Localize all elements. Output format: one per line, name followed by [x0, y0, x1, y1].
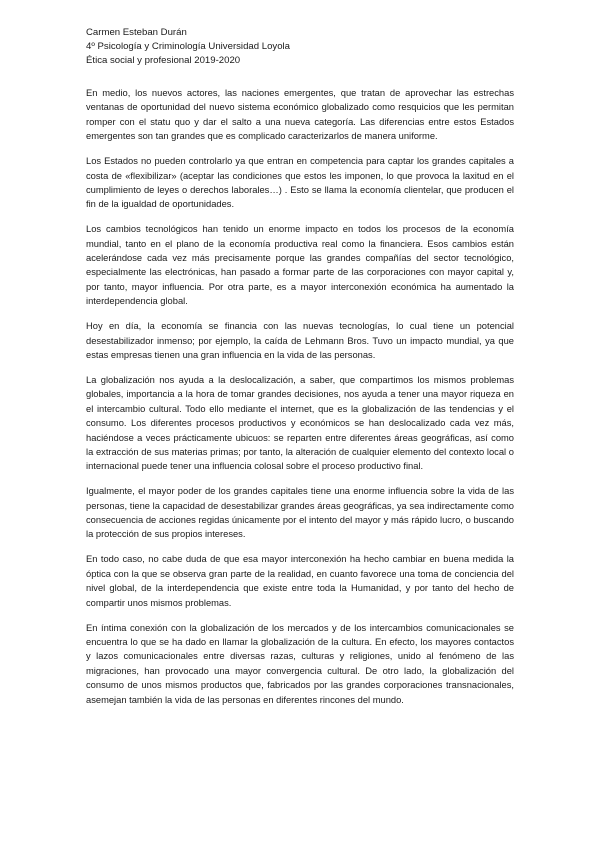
paragraph: Hoy en día, la economía se financia con las nuevas tecnologías, lo cual tiene un potencial desestabilizador inmenso; por ejemplo, la caída de Lehmann Bros. Tuvo un impacto mundial, ya que estas empresas tienen una gran influencia en la vida de las personas.: [86, 321, 514, 360]
paragraph: Igualmente, el mayor poder de los grandes capitales tiene una enorme influencia sobre la vida de las personas, tiene la capacidad de desestabilizar grandes áreas geográficas, ya sea indirectamente como consecuencia de acciones regidas únicamente por el intento del mayor y más rápido lucro, o buscando la protección de sus propios intereses.: [86, 486, 514, 540]
paragraph: En íntima conexión con la globalización de los mercados y de los intercambios comunicacionales se encuentra lo que se ha dado en llamar la globalización de la cultura. En efecto, los mayores contactos y lazos comunicacionales entre diversas razas, culturas y religiones, unido al fenómeno de las migraciones, han provocado una mayor convergencia cultural. De otro lado, la globalización del consumo de unos mismos productos que, fabricados por las grandes corporaciones transnacionales, asemejan también la vida de las personas en diferentes rincones del mundo.: [86, 622, 514, 705]
author-name: Carmen Esteban Durán: [86, 27, 187, 38]
paragraph: La globalización nos ayuda a la deslocalización, a saber, que compartimos los mismos problemas globales, importancia a la hora de tomar grandes decisiones, nos ayuda a tener una mayor riqueza en el intercambio cultural. Todo ello mediante el internet, que es la globalización de las tendencias y el consumo. Los diferentes procesos productivos y económicos se han deslocalizado cada vez más, haciéndose a veces prácticamente ubicuos: se reparten entre diferentes áreas geográficas, así como la extracción de sus materias primas; por tanto, la alteración de cualquier elemento del contexto local o internacional puede tener una influencia colosal sobre el proceso productivo final.: [86, 374, 514, 472]
course-line: Ética social y profesional 2019-2020: [86, 55, 241, 66]
document-header: [86, 26, 526, 68]
program-line: 4º Psicología y Criminología Universidad Loyola: [86, 41, 291, 52]
paragraph: Los Estados no pueden controlarlo ya que entran en competencia para captar los grandes capitales a costa de «flexibilizar» (aceptar las condiciones que estos les imponen, lo que provoca la laxitud en el cumplimiento de leyes o derechos laborales…) . Esto se llama la economía clientelar, que producen el fin de la igualdad de oportunidades.: [86, 156, 514, 210]
paragraph: En medio, los nuevos actores, las naciones emergentes, que tratan de aprovechar las estrechas ventanas de oportunidad del nuevo sistema económico globalizado como resquicios que les permitan romper con el statu quo y dar el salto a una nueva categoría. Las diferencias entre estos Estados emergentes son tan grandes que es complicado caracterizarlos de manera uniforme.: [86, 88, 514, 142]
paragraph: Los cambios tecnológicos han tenido un enorme impacto en todos los procesos de la economía mundial, tanto en el plano de la economía productiva real como la financiera. Esos cambios están acelerándose cada vez más precisamente porque las grandes compañías del sector tecnológico, especialmente las electrónicas, han pasado a formar parte de las corporaciones con mayor capital y, por tanto, mayor influencia. Por otra parte, es a mayor interconexión económica ha aumentado la interdependencia global.: [86, 224, 514, 307]
paragraph: En todo caso, no cabe duda de que esa mayor interconexión ha hecho cambiar en buena medida la óptica con la que se observa gran parte de la realidad, en cuanto favorece una toma de conciencia del nivel global, de la interdependencia que existe entre toda la Humanidad, y por tanto del hecho de compartir unos mismos problemas.: [86, 554, 514, 608]
document-body: [86, 86, 514, 717]
